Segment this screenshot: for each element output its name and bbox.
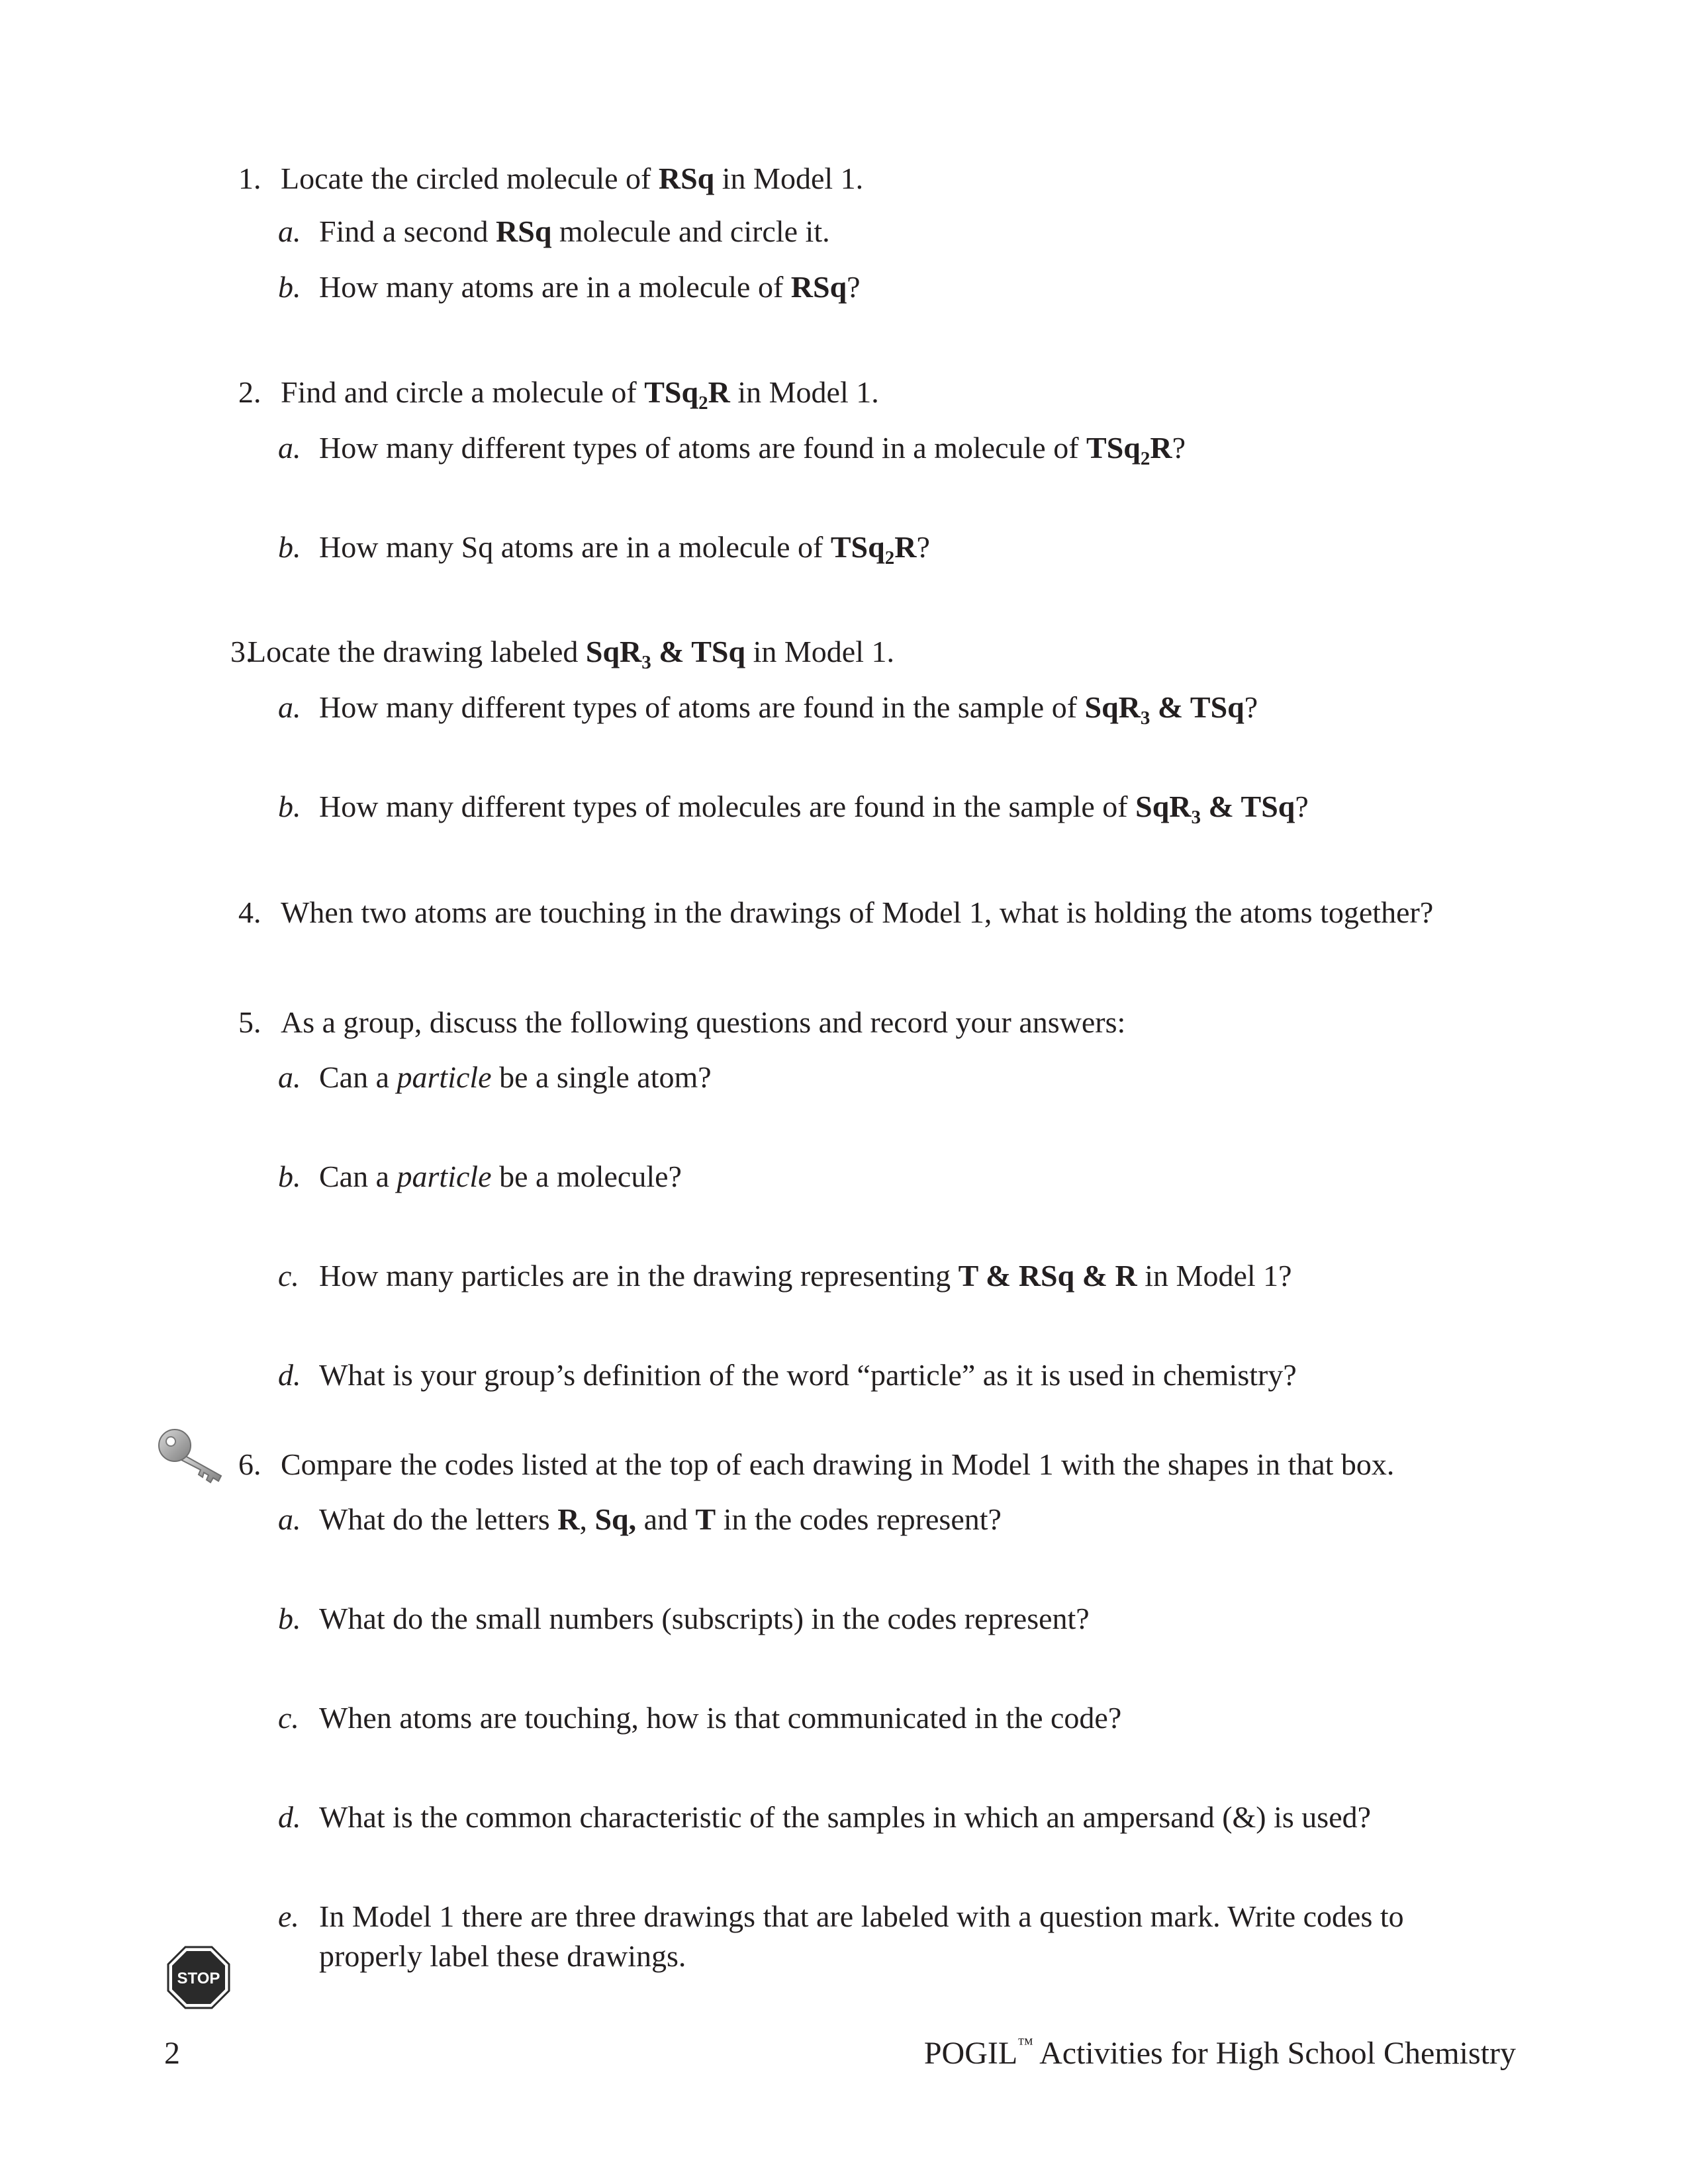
question-6e: e. In Model 1 there are three drawings that are labeled with a question mark. Write codes to properly label these drawings.	[278, 1899, 1404, 1973]
question-3b: b. How many different types of molecules are found in the sample of SqR$_3$ & TSq?	[278, 790, 1309, 828]
question-6c: c. When atoms are touching, how is that communicated in the code?	[278, 1701, 1122, 1735]
question-6a: a. What do the letters R, Sq, and T in the codes represent?	[278, 1502, 1002, 1536]
question-4: 4. When two atoms are touching in the drawings of Model 1, what is holding the atoms together?	[238, 895, 1434, 929]
question-5c: c. How many particles are in the drawing representing T & RSq & R in Model 1?	[278, 1259, 1292, 1293]
footer-title: POGIL™ Activities for High School Chemistry	[923, 2036, 1516, 2071]
stop-sign-label: STOP	[177, 1970, 220, 1987]
question-3a: a. How many different types of atoms are found in the sample of SqR$_3$ & TSq?	[278, 690, 1258, 729]
question-6b: b. What do the small numbers (subscripts) in the codes represent?	[278, 1602, 1090, 1635]
question-1b: b. How many atoms are in a molecule of RSq?	[278, 270, 861, 304]
question-1: 1. Locate the circled molecule of RSq in Model 1.	[238, 161, 864, 195]
question-2a: a. How many different types of atoms are found in a molecule of TSq$_2$R?	[278, 431, 1186, 469]
question-6d: d. What is the common characteristic of the samples in which an ampersand (&) is used?	[278, 1800, 1372, 1834]
question-2: 2. Find and circle a molecule of TSq$_2$R in Model 1.	[238, 375, 879, 414]
question-5b: b. Can a particle be a molecule?	[278, 1160, 682, 1193]
question-5d: d. What is your group’s definition of the word “particle” as it is used in chemistry?	[278, 1358, 1297, 1392]
question-3: 3.Locate the drawing labeled SqR$_3$ & TSq in Model 1.	[230, 635, 894, 673]
question-5: 5. As a group, discuss the following questions and record your answers:	[238, 1005, 1126, 1039]
stop-sign-icon	[167, 1946, 230, 2009]
question-2b: b. How many Sq atoms are in a molecule of TSq$_2$R?	[278, 530, 930, 569]
question-5a: a. Can a particle be a single atom?	[278, 1060, 712, 1094]
page-number: 2	[164, 2036, 180, 2071]
question-1a: a. Find a second RSq molecule and circle it.	[278, 214, 830, 248]
question-6: 6. Compare the codes listed at the top of each drawing in Model 1 with the shapes in that box.	[238, 1447, 1395, 1481]
key-icon	[156, 1426, 229, 1485]
